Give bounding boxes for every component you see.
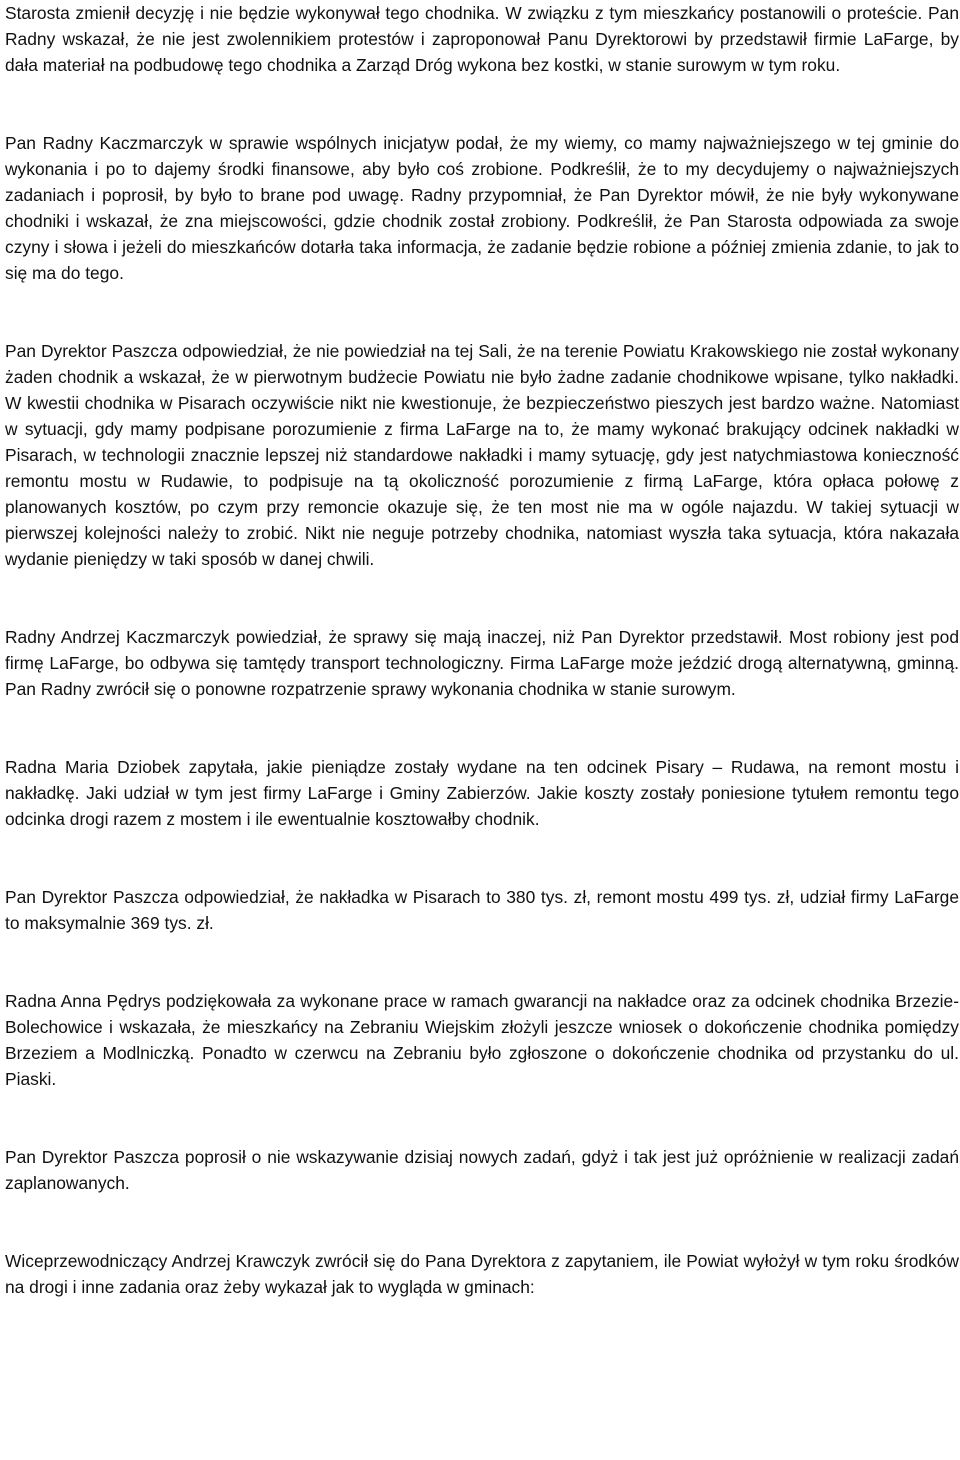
paragraph-kaczmarczyk-lafarge: Radny Andrzej Kaczmarczyk powiedział, że sprawy się mają inaczej, niż Pan Dyrektor przedstawił. Most robiony jest pod firmę LaFarge, bo odbywa się tamtędy transport technologiczny. Firma LaFarge może jeździć drogą alternatywną, gminną. Pan Radny zwrócił się o ponowne rozpatrzenie sprawy wykonania chodnika w stanie surowym.	[5, 627, 959, 699]
paragraph-director-request: Pan Dyrektor Paszcza poprosił o nie wskazywanie dzisiaj nowych zadań, gdyż i tak jest już opróżnienie w realizacji zadań zaplanowanych.	[5, 1147, 959, 1193]
paragraph-spacer	[5, 936, 959, 988]
paragraph-spacer	[5, 1092, 959, 1144]
paragraph-starosta-decision: Starosta zmienił decyzję i nie będzie wykonywał tego chodnika. W związku z tym mieszkańcy postanowili o proteście. Pan Radny wskazał, że nie jest zwolennikiem protestów i zaproponował Panu Dyrektorowi by przedstawił firmie LaFarge, by dała materiał na podbudowę tego chodnika a Zarząd Dróg wykona bez kostki, w stanie surowym w tym roku.	[5, 3, 959, 75]
paragraph-spacer	[5, 286, 959, 338]
paragraph-dziobek-question: Radna Maria Dziobek zapytała, jakie pieniądze zostały wydane na ten odcinek Pisary – Rudawa, na remont mostu i nakładkę. Jaki udział w tym jest firmy LaFarge i Gminy Zabierzów. Jakie koszty zostały poniesione tytułem remontu tego odcinka drogi razem z mostem i ile ewentualnie kosztowałby chodnik.	[5, 757, 959, 829]
paragraph-krawczyk-question: Wiceprzewodniczący Andrzej Krawczyk zwrócił się do Pana Dyrektora z zapytaniem, ile Powiat wyłożył w tym roku środków na drogi i inne zadania oraz żeby wykazał jak to wygląda w gminach:	[5, 1251, 959, 1297]
paragraph-spacer	[5, 572, 959, 624]
paragraph-spacer	[5, 702, 959, 754]
paragraph-director-costs: Pan Dyrektor Paszcza odpowiedział, że nakładka w Pisarach to 380 tys. zł, remont mostu 499 tys. zł, udział firmy LaFarge to maksymalnie 369 tys. zł.	[5, 887, 959, 933]
paragraph-spacer	[5, 78, 959, 130]
paragraph-pedrys-thanks: Radna Anna Pędrys podziękowała za wykonane prace w ramach gwarancji na nakładce oraz za odcinek chodnika Brzezie-Bolechowice i wskazała, że mieszkańcy na Zebraniu Wiejskim złożyli jeszcze wniosek o dokończenie chodnika pomiędzy Brzeziem a Modlniczką. Ponadto w czerwcu na Zebraniu było zgłoszone o dokończenie chodnika od przystanku do ul. Piaski.	[5, 991, 959, 1089]
document-page	[5, 0, 959, 1300]
paragraph-director-response: Pan Dyrektor Paszcza odpowiedział, że nie powiedział na tej Sali, że na terenie Powiatu Krakowskiego nie został wykonany żaden chodnik a wskazał, że w pierwotnym budżecie Powiatu nie było żadne zadanie chodnikowe wpisane, tylko nakładki. W kwestii chodnika w Pisarach oczywiście nikt nie kwestionuje, że bezpieczeństwo pieszych jest bardzo ważne. Natomiast w sytuacji, gdy mamy podpisane porozumienie z firma LaFarge na to, że mamy wykonać brakujący odcinek nakładki w Pisarach, w technologii znacznie lepszej niż standardowe nakładki i mamy sytuację, gdy jest natychmiastowa konieczność remontu mostu w Rudawie, to podpisuje na tą okoliczność porozumienie z firmą LaFarge, która opłaca połowę z planowanych kosztów, po czym przy remoncie okazuje się, że ten most nie ma w ogóle najazdu. W takiej sytuacji w pierwszej kolejności należy to zrobić. Nikt nie neguje potrzeby chodnika, natomiast wyszła taka sytuacja, która nakazała wydanie pieniędzy w taki sposób w danej chwili.	[5, 341, 959, 569]
paragraph-spacer	[5, 832, 959, 884]
paragraph-spacer	[5, 1196, 959, 1248]
paragraph-kaczmarczyk-initiatives: Pan Radny Kaczmarczyk w sprawie wspólnych inicjatyw podał, że my wiemy, co mamy najważniejszego w tej gminie do wykonania i po to dajemy środki finansowe, aby było coś zrobione. Podkreślił, że to my decydujemy o najważniejszych zadaniach i poprosił, by było to brane pod uwagę. Radny przypomniał, że Pan Dyrektor mówił, że nie były wykonywane chodniki i wskazał, że zna miejscowości, gdzie chodnik został zrobiony. Podkreślił, że Pan Starosta odpowiada za swoje czyny i słowa i jeżeli do mieszkańców dotarła taka informacja, że zadanie będzie robione a później zmienia zdanie, to jak to się ma do tego.	[5, 133, 959, 283]
